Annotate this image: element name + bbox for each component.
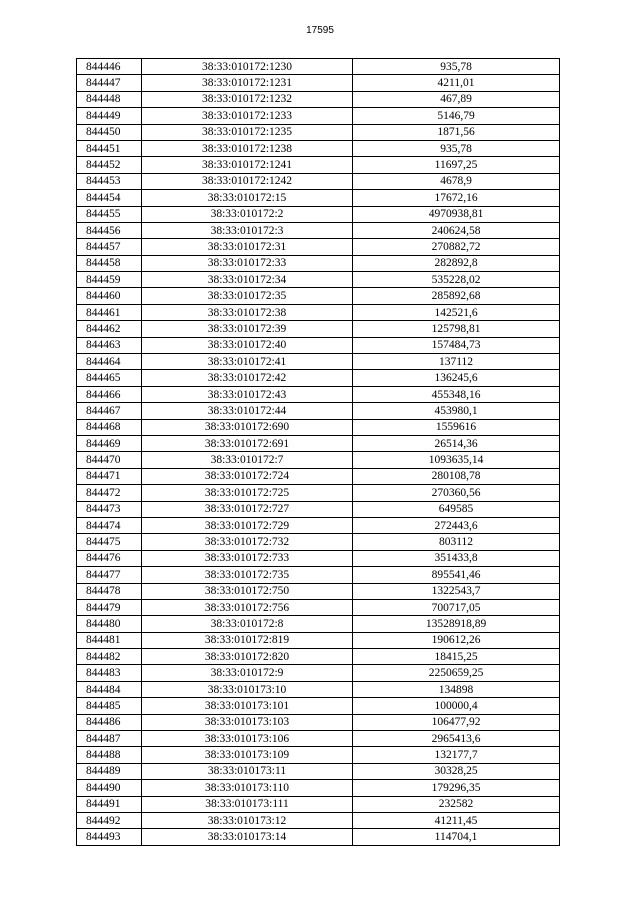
value-cell: 157484,73 <box>353 337 560 353</box>
value-cell: 114704,1 <box>353 829 560 845</box>
value-cell: 240624,58 <box>353 222 560 238</box>
cadastral-number-cell: 38:33:010172:2 <box>142 206 353 222</box>
row-number-cell: 844477 <box>77 567 142 583</box>
table-row <box>77 222 560 238</box>
table-row <box>77 59 560 75</box>
cadastral-number-cell: 38:33:010172:1241 <box>142 157 353 173</box>
row-number-cell: 844463 <box>77 337 142 353</box>
cadastral-number-cell: 38:33:010172:724 <box>142 468 353 484</box>
row-number-cell: 844486 <box>77 714 142 730</box>
row-number-cell: 844446 <box>77 59 142 75</box>
row-number-cell: 844456 <box>77 222 142 238</box>
value-cell: 467,89 <box>353 91 560 107</box>
cadastral-number-cell: 38:33:010172:35 <box>142 288 353 304</box>
cadastral-number-cell: 38:33:010173:10 <box>142 681 353 697</box>
row-number-cell: 844451 <box>77 140 142 156</box>
row-number-cell: 844462 <box>77 321 142 337</box>
cadastral-number-cell: 38:33:010172:1233 <box>142 108 353 124</box>
value-cell: 100000,4 <box>353 698 560 714</box>
row-number-cell: 844492 <box>77 812 142 828</box>
value-cell: 41211,45 <box>353 812 560 828</box>
cadastral-number-cell: 38:33:010173:103 <box>142 714 353 730</box>
cadastral-number-cell: 38:33:010172:1230 <box>142 59 353 75</box>
row-number-cell: 844461 <box>77 304 142 320</box>
row-number-cell: 844491 <box>77 796 142 812</box>
page-number: 17595 <box>306 25 334 36</box>
cadastral-number-cell: 38:33:010172:727 <box>142 501 353 517</box>
table-row <box>77 583 560 599</box>
table-row <box>77 124 560 140</box>
row-number-cell: 844472 <box>77 485 142 501</box>
cadastral-number-cell: 38:33:010172:1235 <box>142 124 353 140</box>
cadastral-number-cell: 38:33:010172:40 <box>142 337 353 353</box>
table-row <box>77 763 560 779</box>
value-cell: 18415,25 <box>353 649 560 665</box>
table-row <box>77 550 560 566</box>
table-row <box>77 435 560 451</box>
value-cell: 17672,16 <box>353 190 560 206</box>
cadastral-number-cell: 38:33:010172:31 <box>142 239 353 255</box>
table-row <box>77 649 560 665</box>
table-row <box>77 419 560 435</box>
value-cell: 895541,46 <box>353 567 560 583</box>
cadastral-number-cell: 38:33:010172:1231 <box>142 75 353 91</box>
table-row <box>77 681 560 697</box>
cadastral-table <box>76 58 560 846</box>
table-row <box>77 665 560 681</box>
row-number-cell: 844487 <box>77 731 142 747</box>
row-number-cell: 844470 <box>77 452 142 468</box>
cadastral-number-cell: 38:33:010172:733 <box>142 550 353 566</box>
value-cell: 5146,79 <box>353 108 560 124</box>
row-number-cell: 844489 <box>77 763 142 779</box>
row-number-cell: 844458 <box>77 255 142 271</box>
cadastral-number-cell: 38:33:010172:3 <box>142 222 353 238</box>
row-number-cell: 844465 <box>77 370 142 386</box>
value-cell: 26514,36 <box>353 435 560 451</box>
value-cell: 1871,56 <box>353 124 560 140</box>
cadastral-number-cell: 38:33:010172:43 <box>142 386 353 402</box>
table-row <box>77 534 560 550</box>
value-cell: 285892,68 <box>353 288 560 304</box>
cadastral-number-cell: 38:33:010172:1238 <box>142 140 353 156</box>
table-row <box>77 190 560 206</box>
table-row <box>77 714 560 730</box>
cadastral-number-cell: 38:33:010172:38 <box>142 304 353 320</box>
cadastral-number-cell: 38:33:010173:106 <box>142 731 353 747</box>
value-cell: 935,78 <box>353 59 560 75</box>
value-cell: 106477,92 <box>353 714 560 730</box>
row-number-cell: 844460 <box>77 288 142 304</box>
table-row <box>77 517 560 533</box>
cadastral-number-cell: 38:33:010172:691 <box>142 435 353 451</box>
value-cell: 280108,78 <box>353 468 560 484</box>
row-number-cell: 844455 <box>77 206 142 222</box>
table-row <box>77 616 560 632</box>
table-row <box>77 288 560 304</box>
row-number-cell: 844481 <box>77 632 142 648</box>
table-row <box>77 452 560 468</box>
cadastral-number-cell: 38:33:010172:750 <box>142 583 353 599</box>
value-cell: 13528918,89 <box>353 616 560 632</box>
table-row <box>77 173 560 189</box>
row-number-cell: 844485 <box>77 698 142 714</box>
value-cell: 2250659,25 <box>353 665 560 681</box>
table-row <box>77 206 560 222</box>
value-cell: 132177,7 <box>353 747 560 763</box>
value-cell: 270360,56 <box>353 485 560 501</box>
table-row <box>77 321 560 337</box>
value-cell: 4211,01 <box>353 75 560 91</box>
row-number-cell: 844480 <box>77 616 142 632</box>
cadastral-number-cell: 38:33:010173:14 <box>142 829 353 845</box>
value-cell: 282892,8 <box>353 255 560 271</box>
value-cell: 272443,6 <box>353 517 560 533</box>
value-cell: 232582 <box>353 796 560 812</box>
table-row <box>77 108 560 124</box>
cadastral-number-cell: 38:33:010173:111 <box>142 796 353 812</box>
table-row <box>77 239 560 255</box>
cadastral-number-cell: 38:33:010172:725 <box>142 485 353 501</box>
table-row <box>77 255 560 271</box>
row-number-cell: 844493 <box>77 829 142 845</box>
value-cell: 453980,1 <box>353 403 560 419</box>
value-cell: 535228,02 <box>353 272 560 288</box>
row-number-cell: 844482 <box>77 649 142 665</box>
table-row <box>77 370 560 386</box>
row-number-cell: 844484 <box>77 681 142 697</box>
cadastral-number-cell: 38:33:010172:1242 <box>142 173 353 189</box>
table-row <box>77 272 560 288</box>
value-cell: 1322543,7 <box>353 583 560 599</box>
value-cell: 179296,35 <box>353 780 560 796</box>
value-cell: 190612,26 <box>353 632 560 648</box>
table-row <box>77 698 560 714</box>
cadastral-number-cell: 38:33:010173:109 <box>142 747 353 763</box>
value-cell: 30328,25 <box>353 763 560 779</box>
table-row <box>77 354 560 370</box>
value-cell: 2965413,6 <box>353 731 560 747</box>
cadastral-number-cell: 38:33:010173:101 <box>142 698 353 714</box>
row-number-cell: 844457 <box>77 239 142 255</box>
cadastral-number-cell: 38:33:010172:729 <box>142 517 353 533</box>
value-cell: 11697,25 <box>353 157 560 173</box>
value-cell: 270882,72 <box>353 239 560 255</box>
cadastral-number-cell: 38:33:010172:690 <box>142 419 353 435</box>
row-number-cell: 844479 <box>77 599 142 615</box>
value-cell: 1559616 <box>353 419 560 435</box>
cadastral-number-cell: 38:33:010172:819 <box>142 632 353 648</box>
row-number-cell: 844483 <box>77 665 142 681</box>
value-cell: 125798,81 <box>353 321 560 337</box>
cadastral-number-cell: 38:33:010172:39 <box>142 321 353 337</box>
value-cell: 455348,16 <box>353 386 560 402</box>
table-row <box>77 747 560 763</box>
table-row <box>77 337 560 353</box>
table-row <box>77 812 560 828</box>
row-number-cell: 844467 <box>77 403 142 419</box>
cadastral-number-cell: 38:33:010172:33 <box>142 255 353 271</box>
row-number-cell: 844490 <box>77 780 142 796</box>
row-number-cell: 844448 <box>77 91 142 107</box>
value-cell: 142521,6 <box>353 304 560 320</box>
value-cell: 649585 <box>353 501 560 517</box>
cadastral-number-cell: 38:33:010172:756 <box>142 599 353 615</box>
table-row <box>77 796 560 812</box>
cadastral-number-cell: 38:33:010173:12 <box>142 812 353 828</box>
cadastral-number-cell: 38:33:010172:7 <box>142 452 353 468</box>
row-number-cell: 844464 <box>77 354 142 370</box>
table-row <box>77 91 560 107</box>
row-number-cell: 844466 <box>77 386 142 402</box>
table-row <box>77 780 560 796</box>
row-number-cell: 844453 <box>77 173 142 189</box>
row-number-cell: 844447 <box>77 75 142 91</box>
cadastral-number-cell: 38:33:010172:42 <box>142 370 353 386</box>
table-row <box>77 485 560 501</box>
value-cell: 4970938,81 <box>353 206 560 222</box>
value-cell: 136245,6 <box>353 370 560 386</box>
table-row <box>77 632 560 648</box>
value-cell: 4678,9 <box>353 173 560 189</box>
table-row <box>77 157 560 173</box>
row-number-cell: 844475 <box>77 534 142 550</box>
row-number-cell: 844452 <box>77 157 142 173</box>
cadastral-number-cell: 38:33:010172:41 <box>142 354 353 370</box>
row-number-cell: 844449 <box>77 108 142 124</box>
cadastral-number-cell: 38:33:010172:735 <box>142 567 353 583</box>
value-cell: 137112 <box>353 354 560 370</box>
table-row <box>77 75 560 91</box>
row-number-cell: 844478 <box>77 583 142 599</box>
value-cell: 351433,8 <box>353 550 560 566</box>
row-number-cell: 844488 <box>77 747 142 763</box>
value-cell: 935,78 <box>353 140 560 156</box>
cadastral-number-cell: 38:33:010172:9 <box>142 665 353 681</box>
cadastral-number-cell: 38:33:010173:110 <box>142 780 353 796</box>
row-number-cell: 844469 <box>77 435 142 451</box>
row-number-cell: 844454 <box>77 190 142 206</box>
row-number-cell: 844474 <box>77 517 142 533</box>
cadastral-number-cell: 38:33:010172:8 <box>142 616 353 632</box>
row-number-cell: 844476 <box>77 550 142 566</box>
row-number-cell: 844473 <box>77 501 142 517</box>
table-row <box>77 468 560 484</box>
table-row <box>77 731 560 747</box>
table-row <box>77 501 560 517</box>
cadastral-number-cell: 38:33:010172:1232 <box>142 91 353 107</box>
value-cell: 803112 <box>353 534 560 550</box>
table-row <box>77 599 560 615</box>
table-row <box>77 304 560 320</box>
table-row <box>77 829 560 845</box>
row-number-cell: 844450 <box>77 124 142 140</box>
cadastral-number-cell: 38:33:010172:44 <box>142 403 353 419</box>
cadastral-number-cell: 38:33:010172:34 <box>142 272 353 288</box>
value-cell: 134898 <box>353 681 560 697</box>
table-row <box>77 386 560 402</box>
row-number-cell: 844468 <box>77 419 142 435</box>
table-body <box>77 59 560 846</box>
value-cell: 700717,05 <box>353 599 560 615</box>
cadastral-number-cell: 38:33:010173:11 <box>142 763 353 779</box>
value-cell: 1093635,14 <box>353 452 560 468</box>
cadastral-number-cell: 38:33:010172:732 <box>142 534 353 550</box>
cadastral-number-cell: 38:33:010172:15 <box>142 190 353 206</box>
cadastral-number-cell: 38:33:010172:820 <box>142 649 353 665</box>
table-row <box>77 567 560 583</box>
table-row <box>77 140 560 156</box>
row-number-cell: 844471 <box>77 468 142 484</box>
row-number-cell: 844459 <box>77 272 142 288</box>
table-row <box>77 403 560 419</box>
